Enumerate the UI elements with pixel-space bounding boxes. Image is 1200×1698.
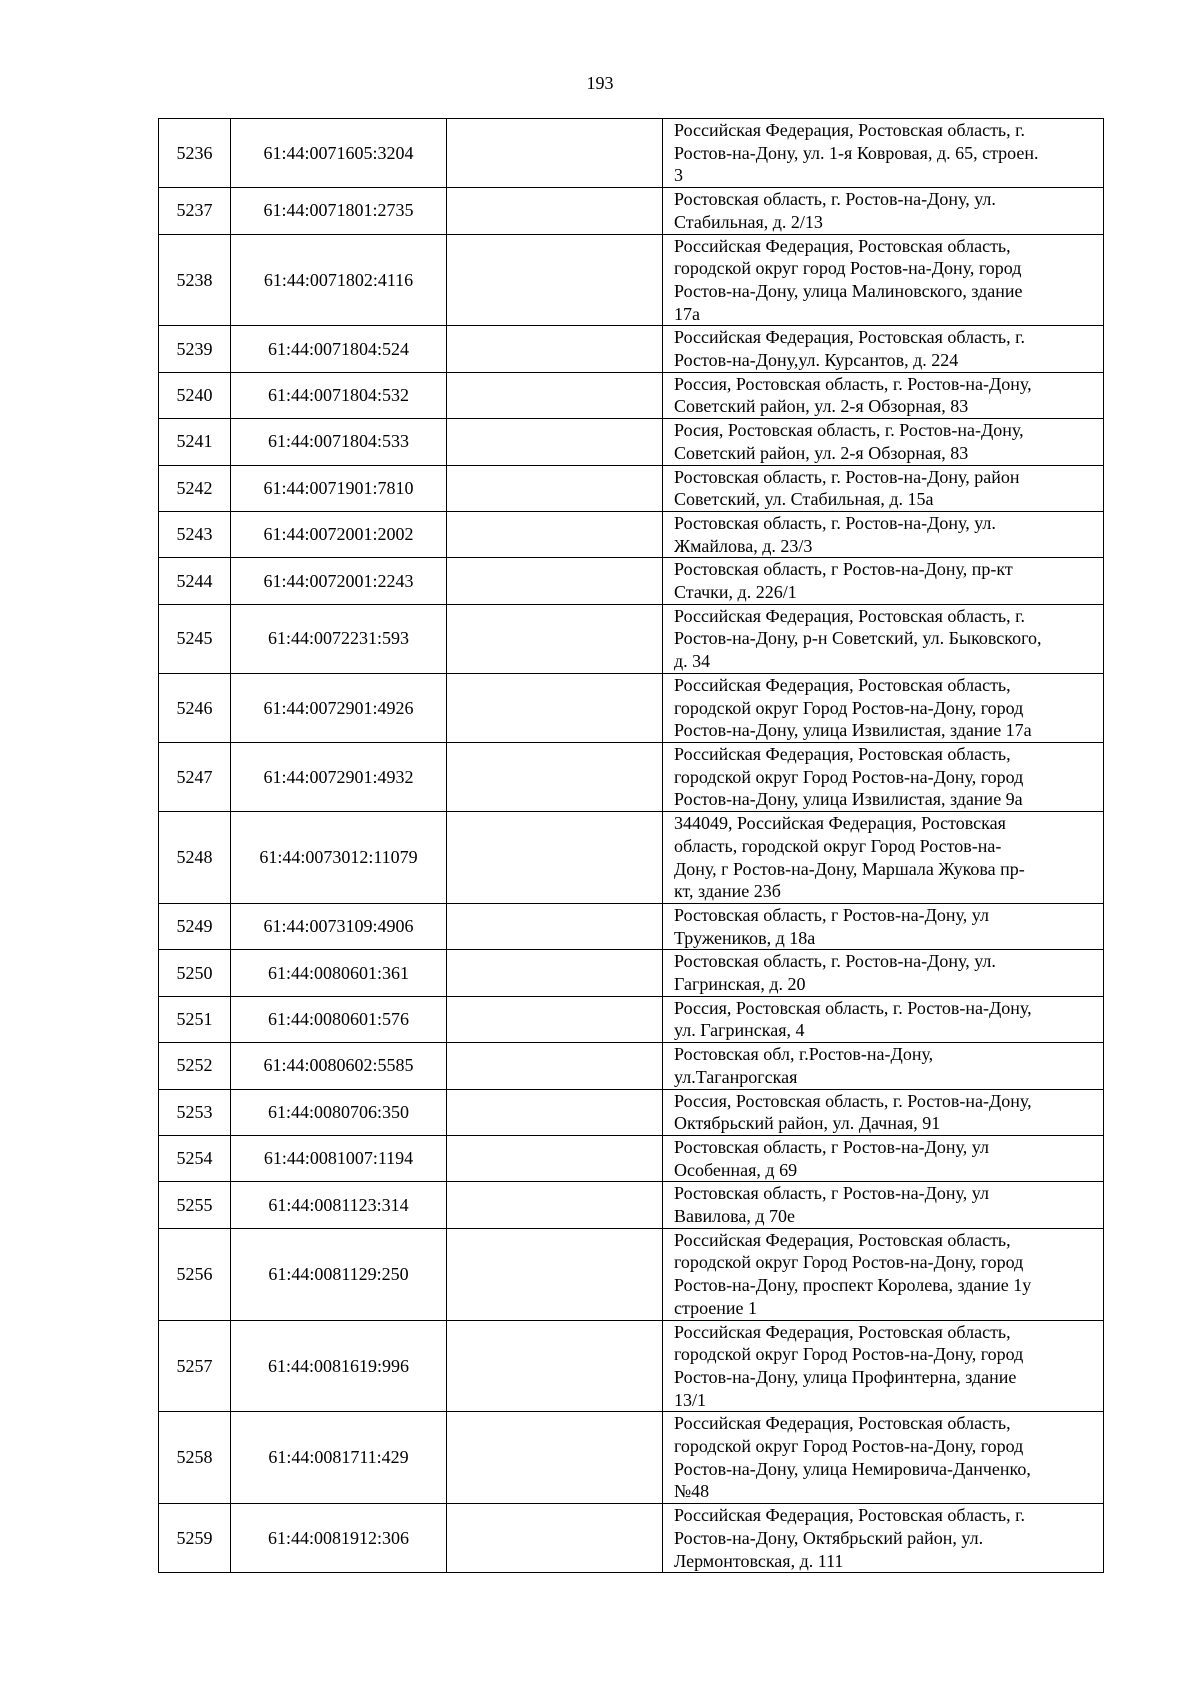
address-line: Ростов-на-Дону,ул. Курсантов, д. 224 [674,350,959,371]
address-line: Лермонтовская, д. 111 [674,1550,844,1571]
address-cell [663,996,1104,1042]
empty-cell [447,996,663,1042]
address-line: область, городской округ Город Ростов-на- [674,835,1002,856]
address-line: Россия, Ростовская область, г. Ростов-на-Дону, [674,1090,1032,1111]
address-line: Ростовская область, г Ростов-на-Дону, ул [674,904,989,925]
address-line: Ростов-на-Дону, проспект Королева, здание 1у [674,1275,1032,1296]
empty-cell [447,903,663,949]
cadastral-number-cell: 61:44:0073109:4906 [231,903,447,949]
table-row [159,511,1104,557]
address-line: Российская Федерация, Ростовская область, [674,235,1011,256]
empty-cell [447,1089,663,1135]
address-cell [663,1228,1104,1320]
empty-cell [447,1228,663,1320]
address-line: Особенная, д 69 [674,1159,798,1180]
row-number-cell: 5243 [159,511,231,557]
table-row [159,996,1104,1042]
table-row [159,1135,1104,1181]
address-line: Вавилова, д 70е [674,1206,796,1227]
empty-cell [447,188,663,234]
table-row [159,1412,1104,1504]
cadastral-number-cell: 61:44:0081619:996 [231,1320,447,1412]
cadastral-number-cell: 61:44:0071801:2735 [231,188,447,234]
address-cell [663,465,1104,511]
address-line: Ростовская область, г. Ростов-на-Дону, район [674,466,1020,487]
address-line: Российская Федерация, Ростовская область, г. [674,327,1025,348]
address-line: Ростов-на-Дону, р-н Советский, ул. Быковского, [674,628,1042,649]
empty-cell [447,119,663,188]
empty-cell [447,234,663,326]
table-row [159,1228,1104,1320]
cadastral-number-cell: 61:44:0081711:429 [231,1412,447,1504]
address-line: городской округ Город Ростов-на-Дону, город [674,1344,1024,1365]
cadastral-number-cell: 61:44:0081129:250 [231,1228,447,1320]
row-number-cell: 5254 [159,1135,231,1181]
address-line: 13/1 [674,1389,707,1410]
table-row [159,812,1104,904]
empty-cell [447,372,663,418]
row-number-cell: 5251 [159,996,231,1042]
address-line: Ростов-на-Дону, улица Извилистая, здание 17а [674,720,1032,741]
address-line: строение 1 [674,1297,758,1318]
table-row [159,1043,1104,1089]
address-line: Ростов-на-Дону, Октябрьский район, ул. [674,1527,984,1548]
row-number-cell: 5250 [159,950,231,996]
cadastral-number-cell: 61:44:0080602:5585 [231,1043,447,1089]
address-line: Росия, Ростовская область, г. Ростов-на-Дону, [674,420,1024,441]
address-cell [663,372,1104,418]
address-line: Стабильная, д. 2/13 [674,211,823,232]
address-line: Ростовская область, г. Ростов-на-Дону, ул. [674,951,996,972]
row-number-cell: 5255 [159,1182,231,1228]
address-line: Российская Федерация, Ростовская область, г. [674,120,1025,140]
row-number-cell: 5242 [159,465,231,511]
address-line: 3 [674,165,683,186]
empty-cell [447,742,663,811]
table-row [159,558,1104,604]
empty-cell [447,1504,663,1573]
address-line: ул.Таганрогская [674,1066,798,1087]
table-row [159,234,1104,326]
address-line: городской округ город Ростов-на-Дону, город [674,258,1022,279]
table-row [159,465,1104,511]
address-line: Советский район, ул. 2-я Обзорная, 83 [674,442,969,463]
address-line: Ростов-на-Дону, ул. 1-я Ковровая, д. 65, строен. [674,142,1039,163]
cadastral-number-cell: 61:44:0072901:4932 [231,742,447,811]
address-cell [663,604,1104,673]
address-line: Ростовская обл, г.Ростов-на-Дону, [674,1044,934,1065]
address-line: Ростов-на-Дону, улица Профинтерна, здание [674,1366,1017,1387]
address-cell [663,326,1104,372]
empty-cell [447,812,663,904]
table-row [159,742,1104,811]
empty-cell [447,1320,663,1412]
cadastral-number-cell: 61:44:0071901:7810 [231,465,447,511]
cadastral-number-cell: 61:44:0072001:2002 [231,511,447,557]
row-number-cell: 5238 [159,234,231,326]
address-line: кт, здание 23б [674,881,781,902]
empty-cell [447,326,663,372]
cadastral-number-cell: 61:44:0072901:4926 [231,673,447,742]
table-row [159,1320,1104,1412]
address-line: Ростовская область, г Ростов-на-Дону, ул [674,1183,989,1204]
address-cell [663,950,1104,996]
cadastral-number-cell: 61:44:0081912:306 [231,1504,447,1573]
row-number-cell: 5236 [159,119,231,188]
table-row [159,326,1104,372]
address-line: Российская Федерация, Ростовская область, [674,674,1011,695]
empty-cell [447,558,663,604]
address-line: городской округ Город Ростов-на-Дону, город [674,1252,1024,1273]
address-line: Российская Федерация, Ростовская область, [674,743,1011,764]
address-line: Ростовская область, г. Ростов-на-Дону, ул. [674,189,996,210]
empty-cell [447,465,663,511]
address-line: №48 [674,1481,710,1502]
cadastral-number-cell: 61:44:0071804:532 [231,372,447,418]
empty-cell [447,1043,663,1089]
empty-cell [447,1182,663,1228]
row-number-cell: 5245 [159,604,231,673]
address-line: Октябрьский район, ул. Дачная, 91 [674,1113,941,1134]
address-line: Стачки, д. 226/1 [674,582,797,603]
address-line: 17а [674,303,700,324]
row-number-cell: 5241 [159,419,231,465]
table-row [159,188,1104,234]
row-number-cell: 5247 [159,742,231,811]
registry-table-body [159,119,1104,1573]
address-cell [663,119,1104,188]
address-line: Ростов-на-Дону, улица Малиновского, здание [674,280,1023,301]
property-registry-table [158,118,1104,1573]
address-line: Россия, Ростовская область, г. Ростов-на-Дону, [674,373,1032,394]
cadastral-number-cell: 61:44:0080706:350 [231,1089,447,1135]
page-number: 193 [586,73,614,93]
cadastral-number-cell: 61:44:0072231:593 [231,604,447,673]
address-cell [663,812,1104,904]
row-number-cell: 5252 [159,1043,231,1089]
row-number-cell: 5253 [159,1089,231,1135]
address-line: Гагринская, д. 20 [674,974,806,995]
row-number-cell: 5249 [159,903,231,949]
address-line: Ростовская область, г Ростов-на-Дону, пр-кт [674,559,1013,580]
empty-cell [447,604,663,673]
address-cell [663,1043,1104,1089]
address-line: Советский район, ул. 2-я Обзорная, 83 [674,396,969,417]
address-line: Российская Федерация, Ростовская область, г. [674,1505,1025,1526]
cadastral-number-cell: 61:44:0071802:4116 [231,234,447,326]
table-row [159,1182,1104,1228]
empty-cell [447,511,663,557]
table-row [159,1504,1104,1573]
address-cell [663,1135,1104,1181]
address-line: Дону, г Ростов-на-Дону, Маршала Жукова пр- [674,858,1025,879]
address-line: д. 34 [674,651,711,672]
address-cell [663,903,1104,949]
row-number-cell: 5237 [159,188,231,234]
row-number-cell: 5259 [159,1504,231,1573]
empty-cell [447,419,663,465]
row-number-cell: 5246 [159,673,231,742]
table-row [159,372,1104,418]
empty-cell [447,673,663,742]
address-line: 344049, Российская Федерация, Ростовская [674,813,1006,834]
row-number-cell: 5240 [159,372,231,418]
cadastral-number-cell: 61:44:0071804:533 [231,419,447,465]
address-cell [663,673,1104,742]
address-cell [663,188,1104,234]
address-cell [663,1320,1104,1412]
empty-cell [447,1412,663,1504]
cadastral-number-cell: 61:44:0071804:524 [231,326,447,372]
address-line: Советский, ул. Стабильная, д. 15а [674,489,934,510]
empty-cell [447,1135,663,1181]
address-line: Ростовская область, г Ростов-на-Дону, ул [674,1136,989,1157]
cadastral-number-cell: 61:44:0073012:11079 [231,812,447,904]
table-row [159,1089,1104,1135]
row-number-cell: 5256 [159,1228,231,1320]
table-row [159,673,1104,742]
address-line: Российская Федерация, Ростовская область, г. [674,605,1025,626]
address-line: Ростов-на-Дону, улица Немировича-Данченко, [674,1458,1031,1479]
row-number-cell: 5257 [159,1320,231,1412]
address-line: Ростов-на-Дону, улица Извилистая, здание 9а [674,789,1023,810]
address-cell [663,511,1104,557]
address-line: Российская Федерация, Ростовская область, [674,1321,1011,1342]
address-line: Российская Федерация, Ростовская область, [674,1413,1011,1434]
address-cell [663,742,1104,811]
cadastral-number-cell: 61:44:0080601:361 [231,950,447,996]
table-row [159,604,1104,673]
cadastral-number-cell: 61:44:0072001:2243 [231,558,447,604]
empty-cell [447,950,663,996]
address-line: Ростовская область, г. Ростов-на-Дону, ул. [674,512,996,533]
row-number-cell: 5248 [159,812,231,904]
table-row [159,950,1104,996]
address-line: Россия, Ростовская область, г. Ростов-на-Дону, [674,997,1032,1018]
row-number-cell: 5239 [159,326,231,372]
cadastral-number-cell: 61:44:0081007:1194 [231,1135,447,1181]
table-row [159,419,1104,465]
row-number-cell: 5244 [159,558,231,604]
cadastral-number-cell: 61:44:0071605:3204 [231,119,447,188]
address-line: Жмайлова, д. 23/3 [674,535,813,556]
address-cell [663,1182,1104,1228]
table-row [159,903,1104,949]
address-line: Тружеников, д 18а [674,927,816,948]
address-cell [663,419,1104,465]
address-cell [663,558,1104,604]
address-line: городской округ Город Ростов-на-Дону, город [674,766,1024,787]
address-cell [663,1412,1104,1504]
address-line: городской округ Город Ростов-на-Дону, город [674,697,1024,718]
address-cell [663,1089,1104,1135]
cadastral-number-cell: 61:44:0081123:314 [231,1182,447,1228]
address-line: ул. Гагринская, 4 [674,1020,805,1041]
cadastral-number-cell: 61:44:0080601:576 [231,996,447,1042]
address-line: городской округ Город Ростов-на-Дону, город [674,1436,1024,1457]
address-line: Российская Федерация, Ростовская область, [674,1229,1011,1250]
table-row [159,119,1104,188]
address-cell [663,234,1104,326]
row-number-cell: 5258 [159,1412,231,1504]
address-cell [663,1504,1104,1573]
